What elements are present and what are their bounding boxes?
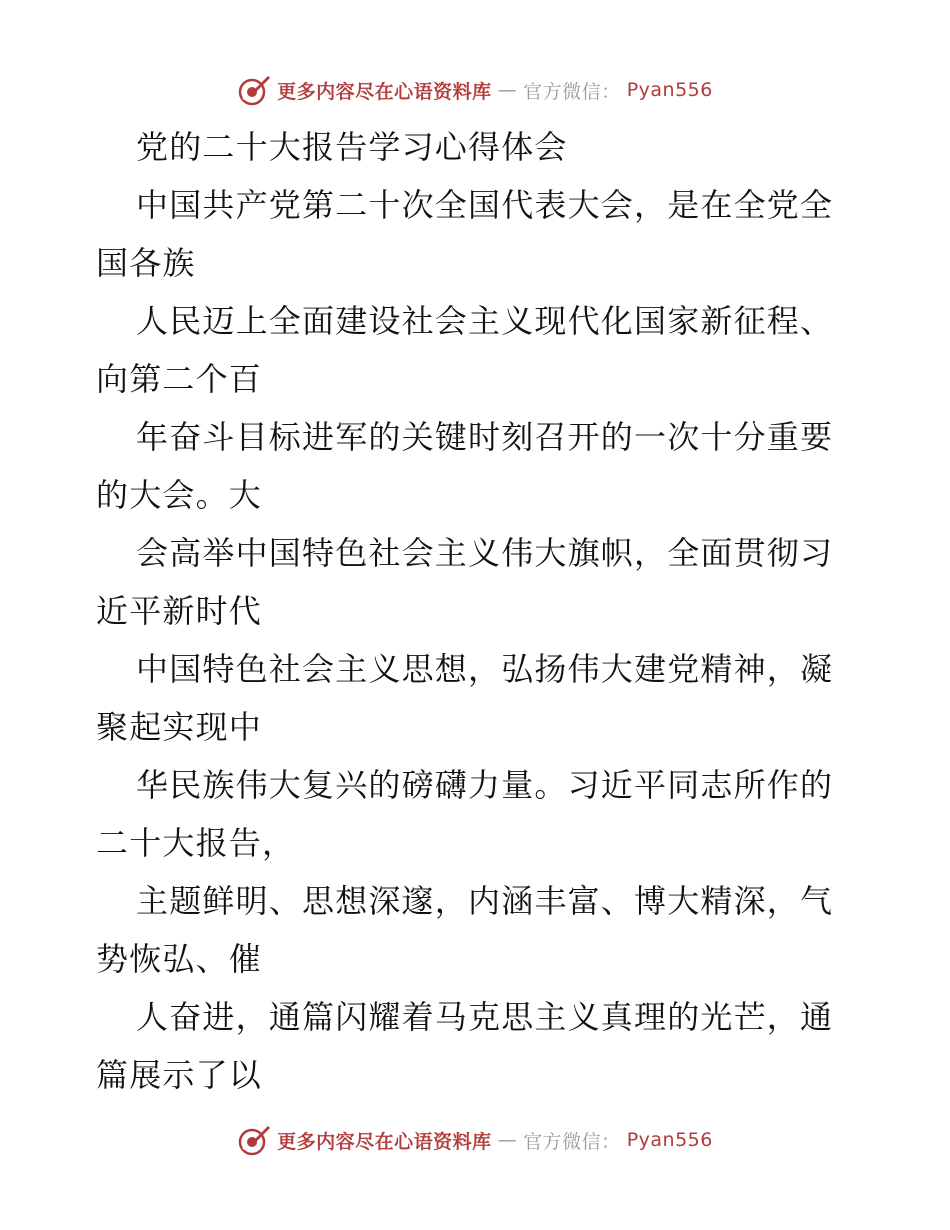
watermark-dash: — (497, 79, 518, 101)
pen-logo-icon (237, 1123, 271, 1157)
watermark-dash: — (497, 1129, 518, 1151)
watermark-main-text: 更多内容尽在心语资料库 (277, 1130, 492, 1153)
watermark-id: Pyan556 (626, 79, 713, 101)
watermark-id: Pyan556 (626, 1129, 713, 1151)
document-title: 党的二十大报告学习心得体会 (136, 128, 568, 166)
text-line: 势恢弘、催 (96, 940, 263, 978)
pen-logo-icon (237, 73, 271, 107)
text-line: 向第二个百 (96, 360, 263, 398)
text-line: 近平新时代 (96, 592, 263, 630)
watermark-sub-text: 官方微信： (523, 1130, 621, 1153)
watermark-main-text: 更多内容尽在心语资料库 (277, 80, 492, 103)
header-watermark (0, 70, 950, 110)
text-line: 主题鲜明、思想深邃，内涵丰富、博大精深，气 (136, 882, 834, 920)
text-line: 的大会。大 (96, 476, 263, 514)
text-line: 人奋进，通篇闪耀着马克思主义真理的光芒，通 (136, 998, 834, 1036)
text-line: 华民族伟大复兴的磅礴力量。习近平同志所作的 (136, 766, 834, 804)
text-line: 二十大报告， (96, 824, 296, 862)
text-line: 中国共产党第二十次全国代表大会，是在全党全 (136, 186, 834, 224)
document-body (96, 118, 856, 1104)
text-line: 国各族 (96, 244, 196, 282)
text-line: 年奋斗目标进军的关键时刻召开的一次十分重要 (136, 418, 834, 456)
text-line: 中国特色社会主义思想，弘扬伟大建党精神，凝 (136, 650, 834, 688)
text-line: 聚起实现中 (96, 708, 263, 746)
text-line: 篇展示了以 (96, 1056, 263, 1094)
watermark-sub-text: 官方微信： (523, 80, 621, 103)
text-line: 会高举中国特色社会主义伟大旗帜，全面贯彻习 (136, 534, 834, 572)
text-line: 人民迈上全面建设社会主义现代化国家新征程、 (136, 302, 834, 340)
footer-watermark (0, 1120, 950, 1160)
